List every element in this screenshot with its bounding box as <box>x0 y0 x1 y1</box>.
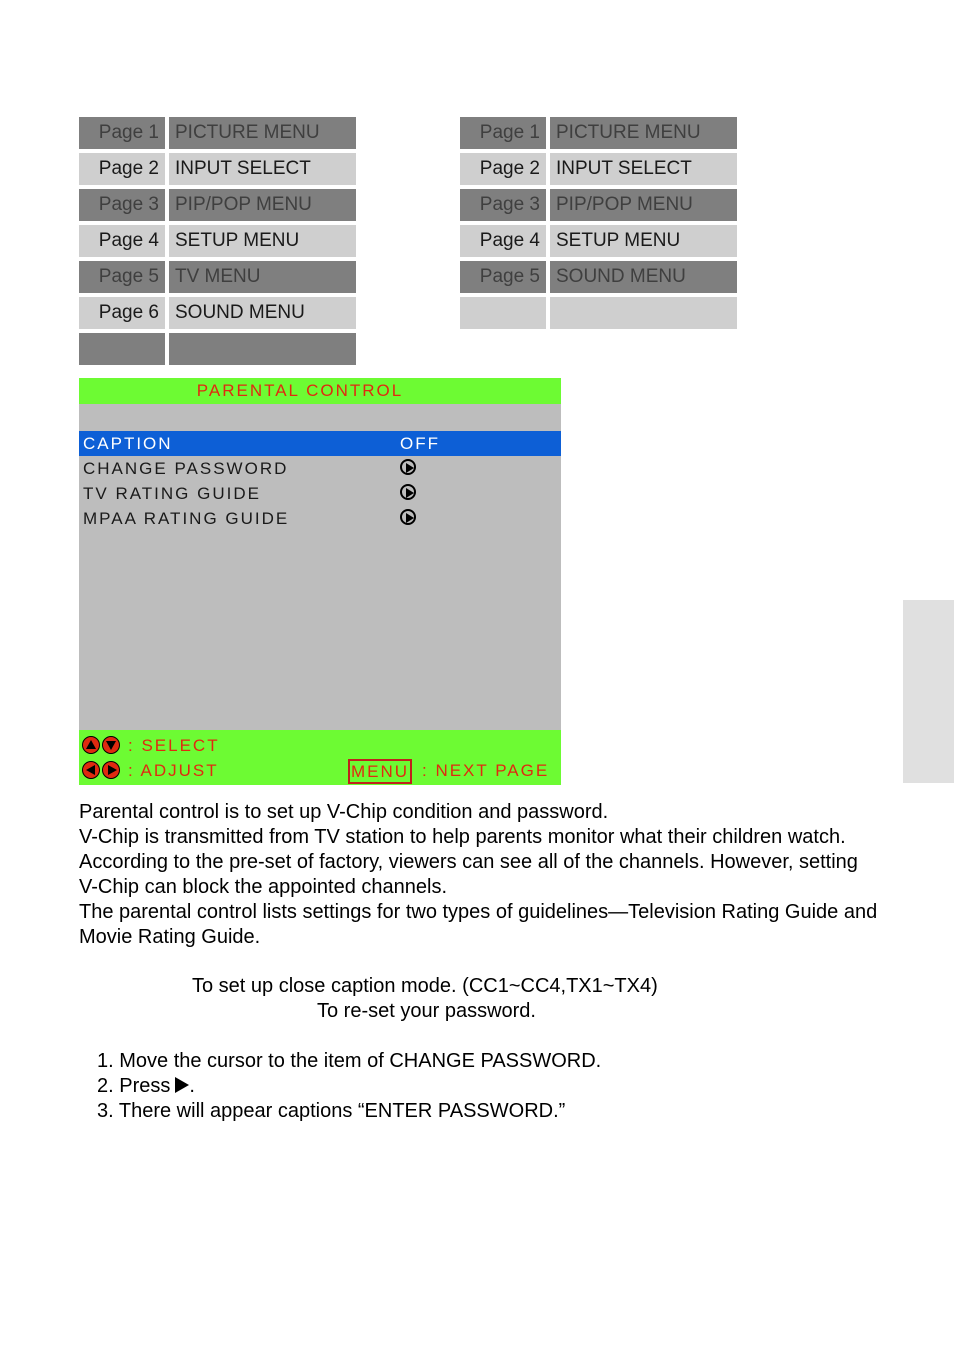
page-number: Page 3 <box>79 189 165 221</box>
right-arrow-icon <box>102 761 120 779</box>
paragraph: V-Chip is transmitted from TV station to help parents monitor what their children watch. According to the pre-set of factory, viewers can see all of the channels. However, setting V-Chip can block the appointed channels. <box>79 826 858 898</box>
osd-item-caption[interactable] <box>79 431 561 456</box>
steps-list <box>97 1049 601 1124</box>
page-menu-name: SOUND MENU <box>169 297 356 329</box>
page-menu-name: PICTURE MENU <box>169 117 356 149</box>
page-row <box>460 225 737 257</box>
page-number: Page 1 <box>460 117 546 149</box>
right-triangle-icon <box>175 1077 189 1093</box>
page-menu-name: TV MENU <box>169 261 356 293</box>
password-description: To re-set your password. <box>317 1000 536 1022</box>
left-arrow-icon <box>82 761 100 779</box>
page-row <box>460 297 737 329</box>
side-tab <box>903 600 954 783</box>
osd-item-label: CHANGE PASSWORD <box>83 459 289 478</box>
right-arrow-circle-icon <box>400 459 416 475</box>
page-number <box>460 297 546 329</box>
page-number: Page 3 <box>460 189 546 221</box>
page-row <box>79 117 356 149</box>
page-row <box>79 333 356 365</box>
page-list-right <box>460 117 737 333</box>
menu-key-label: MENU <box>348 759 412 784</box>
osd-title: PARENTAL CONTROL <box>79 378 561 404</box>
osd-item-label: TV RATING GUIDE <box>83 484 261 503</box>
step-item <box>97 1074 601 1099</box>
page-number: Page 5 <box>460 261 546 293</box>
page-list-left <box>79 117 356 369</box>
osd-spacer <box>79 404 561 431</box>
osd-item-change-password[interactable] <box>79 456 561 481</box>
page-row <box>460 117 737 149</box>
page-row <box>460 261 737 293</box>
page-row <box>79 153 356 185</box>
parental-control-osd <box>79 378 561 785</box>
page-number: Page 2 <box>79 153 165 185</box>
page-menu-name: SOUND MENU <box>550 261 737 293</box>
right-arrow-circle-icon <box>400 484 416 500</box>
osd-item-value: OFF <box>400 434 440 453</box>
page-row <box>79 297 356 329</box>
page-number <box>79 333 165 365</box>
right-arrow-circle-icon <box>400 509 416 525</box>
page-menu-name: SETUP MENU <box>550 225 737 257</box>
page-number: Page 6 <box>79 297 165 329</box>
description-text <box>79 800 879 950</box>
page-row <box>79 225 356 257</box>
page-menu-name: INPUT SELECT <box>169 153 356 185</box>
footer-adjust-row <box>79 758 561 783</box>
footer-select-row <box>79 733 561 758</box>
paragraph: The parental control lists settings for two types of guidelines—Television Rating Guide and Movie Rating Guide. <box>79 901 878 948</box>
step-text: 2. Press <box>97 1075 171 1097</box>
page-number: Page 1 <box>79 117 165 149</box>
caption-description: To set up close caption mode. (CC1~CC4,TX1~TX4) <box>192 975 658 997</box>
page-menu-name: SETUP MENU <box>169 225 356 257</box>
paragraph: Parental control is to set up V-Chip condition and password. <box>79 801 609 823</box>
page-number: Page 4 <box>460 225 546 257</box>
step-item: 1. Move the cursor to the item of CHANGE PASSWORD. <box>97 1050 602 1072</box>
page-number: Page 5 <box>79 261 165 293</box>
page-number: Page 2 <box>460 153 546 185</box>
page-row <box>460 153 737 185</box>
page-row <box>79 261 356 293</box>
page-menu-name <box>550 297 737 329</box>
osd-footer <box>79 730 561 785</box>
footer-adjust-text: : ADJUST <box>128 761 219 780</box>
down-arrow-icon <box>102 736 120 754</box>
left-right-icons <box>82 761 122 779</box>
osd-item-mpaa-rating-guide[interactable] <box>79 506 561 531</box>
osd-item-label: MPAA RATING GUIDE <box>83 509 290 528</box>
page-row <box>79 189 356 221</box>
up-arrow-icon <box>82 736 100 754</box>
osd-item-label: CAPTION <box>83 434 173 453</box>
up-down-icons <box>82 736 122 754</box>
page-number: Page 4 <box>79 225 165 257</box>
page-menu-name: PIP/POP MENU <box>169 189 356 221</box>
footer-next-page-text: : NEXT PAGE <box>422 761 550 780</box>
footer-select-text: : SELECT <box>128 736 220 755</box>
step-text-tail: . <box>189 1075 195 1097</box>
page-menu-name: INPUT SELECT <box>550 153 737 185</box>
osd-item-tv-rating-guide[interactable] <box>79 481 561 506</box>
page-menu-name <box>169 333 356 365</box>
page-menu-name: PIP/POP MENU <box>550 189 737 221</box>
page-menu-name: PICTURE MENU <box>550 117 737 149</box>
page-row <box>460 189 737 221</box>
step-item: 3. There will appear captions “ENTER PASSWORD.” <box>97 1100 566 1122</box>
